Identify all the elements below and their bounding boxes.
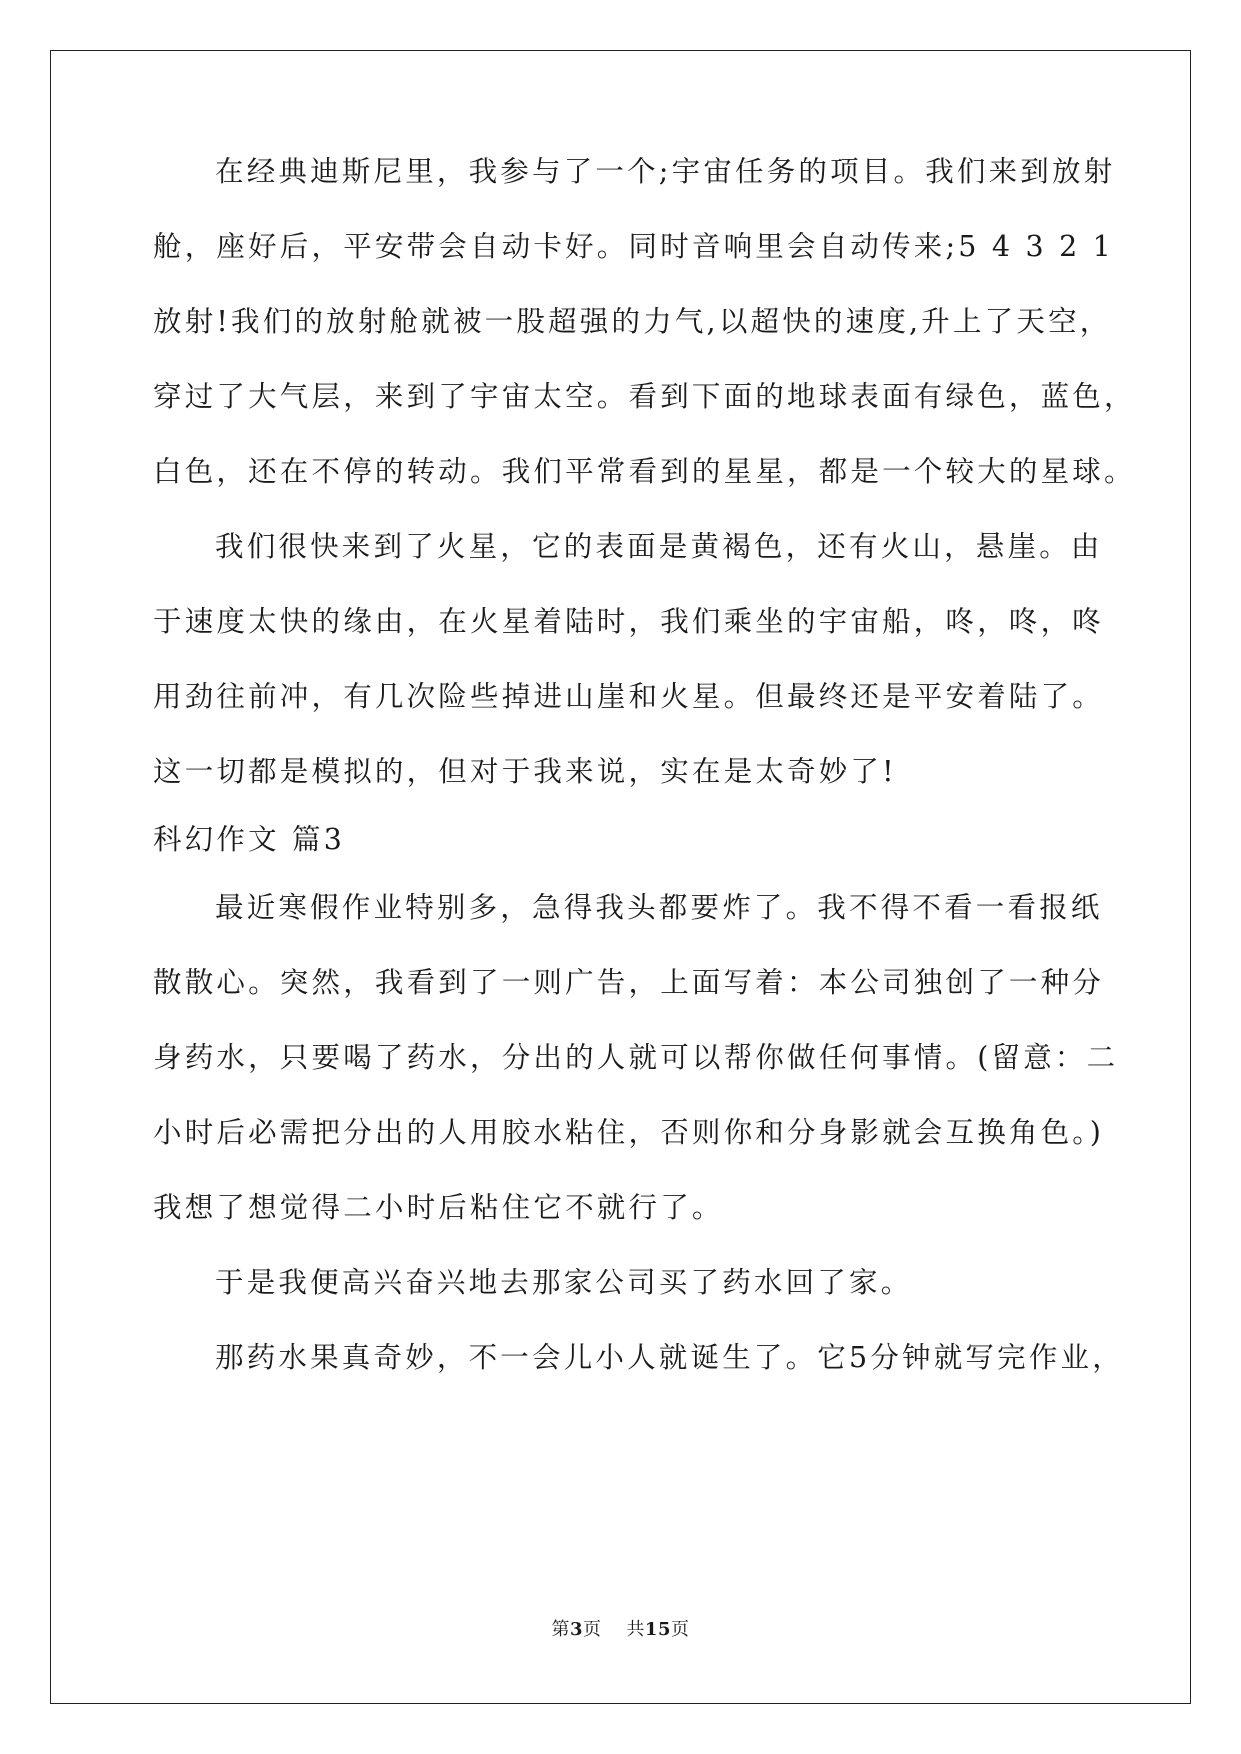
text-line: 舱，座好后，平安带会自动卡好。同时音响里会自动传来;5 4 3 2 1: [153, 230, 1115, 263]
text-line: 白色，还在不停的转动。我们平常看到的星星，都是一个较大的星球。: [153, 455, 1136, 488]
page-number: 3: [570, 1619, 584, 1640]
page-prefix: 第: [551, 1619, 570, 1640]
text-line: 散散心。突然，我看到了一则广告，上面写着：本公司独创了一种分: [153, 966, 1105, 999]
text-line: 用劲往前冲，有几次险些掉进山崖和火星。但最终还是平安着陆了。: [153, 680, 1105, 713]
text-line: 我们很快来到了火星，它的表面是黄褐色，还有火山，悬崖。由: [215, 530, 1103, 563]
text-line: 小时后必需把分出的人用胶水粘住，否则你和分身影就会互换角色。): [153, 1116, 1105, 1149]
page-border: [50, 50, 1191, 1704]
total-pages: 15: [644, 1619, 671, 1640]
text-line: 于速度太快的缘由，在火星着陆时，我们乘坐的宇宙船，咚，咚，咚: [153, 605, 1105, 638]
total-prefix: 共: [626, 1619, 645, 1640]
text-line: 在经典迪斯尼里，我参与了一个;宇宙任务的项目。我们来到放射: [215, 155, 1116, 188]
text-line: 这一切都是模拟的，但对于我来说，实在是太奇妙了!: [153, 755, 897, 788]
text-line: 于是我便高兴奋兴地去那家公司买了药水回了家。: [215, 1266, 913, 1299]
text-line: 穿过了大气层，来到了宇宙太空。看到下面的地球表面有绿色，蓝色，: [153, 380, 1136, 413]
text-line: 身药水，只要喝了药水，分出的人就可以帮你做任何事情。(留意：二: [153, 1041, 1119, 1074]
total-suffix: 页: [670, 1619, 690, 1640]
section-heading: 科幻作文 篇3: [153, 823, 346, 856]
text-line: 最近寒假作业特别多，急得我头都要炸了。我不得不看一看报纸: [215, 891, 1103, 924]
page-suffix: 页: [583, 1619, 602, 1640]
text-line: 那药水果真奇妙，不一会儿小人就诞生了。它5分钟就写完作业，: [215, 1341, 1124, 1374]
text-line: 放射!我们的放射舱就被一股超强的力气,以超快的速度,升上了天空，: [153, 305, 1112, 338]
text-line: 我想了想觉得二小时后粘住它不就行了。: [153, 1191, 724, 1224]
page-footer: [0, 1615, 1241, 1641]
